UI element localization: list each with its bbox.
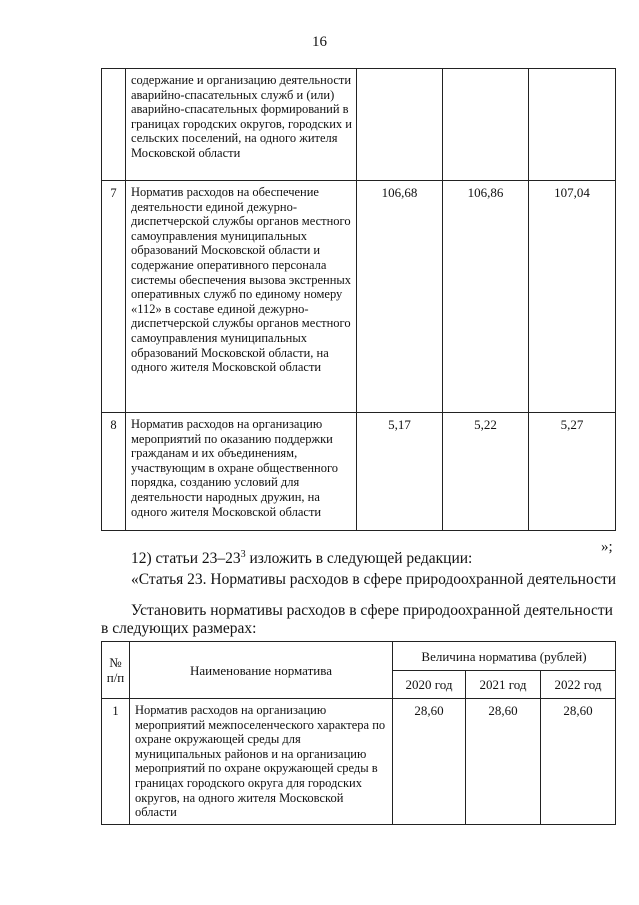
value-2022: 28,60 bbox=[541, 699, 616, 825]
header-name: Наименование норматива bbox=[130, 642, 393, 699]
page-number: 16 bbox=[312, 34, 327, 50]
norm-name: содержание и организацию деятельности аварийно-спасательных служб и (или) аварийно-спасательных формирований в границах городских округов, городских и сельских поселений, на одного жителя Московской области bbox=[126, 69, 357, 181]
value-2020 bbox=[357, 69, 443, 181]
norm-name: Норматив расходов на обеспечение деятельности единой дежурно-диспетчерской службы органов местного самоуправления муниципальных образований Московской области и содержание оперативного персонала системы обеспечения вызова экстренных оперативных служб по единому номеру «112» в составе единой дежурно-диспетчерской службы органов местного самоуправления муниципальных образований Московской области, на одного жителя Московской области bbox=[126, 181, 357, 413]
value-2021 bbox=[443, 69, 529, 181]
value-2022 bbox=[529, 69, 616, 181]
value-2022: 107,04 bbox=[529, 181, 616, 413]
value-2021: 28,60 bbox=[466, 699, 541, 825]
table-row bbox=[102, 699, 616, 825]
table-row bbox=[102, 69, 616, 181]
amendment-item-12 bbox=[131, 549, 472, 568]
header-value-group: Величина норматива (рублей) bbox=[393, 642, 616, 671]
quote-end: »; bbox=[601, 539, 613, 555]
table-row bbox=[102, 181, 616, 413]
row-number: 8 bbox=[102, 413, 126, 531]
header-row bbox=[102, 642, 616, 671]
row-number: 1 bbox=[102, 699, 130, 825]
header-num: № п/п bbox=[102, 642, 130, 699]
paragraph-line-2: в следующих размерах: bbox=[101, 620, 257, 637]
table-row bbox=[102, 413, 616, 531]
row-number: 7 bbox=[102, 181, 126, 413]
value-2020: 5,17 bbox=[357, 413, 443, 531]
value-2021: 5,22 bbox=[443, 413, 529, 531]
row-number bbox=[102, 69, 126, 181]
environmental-norms-table bbox=[101, 641, 616, 825]
paragraph-line-1: Установить нормативы расходов в сфере природоохранной деятельности bbox=[131, 602, 613, 619]
header-year-2022: 2022 год bbox=[541, 671, 616, 699]
value-2022: 5,27 bbox=[529, 413, 616, 531]
value-2021: 106,86 bbox=[443, 181, 529, 413]
header-year-2021: 2021 год bbox=[466, 671, 541, 699]
item12-suffix: изложить в следующей редакции: bbox=[245, 550, 473, 568]
value-2020: 28,60 bbox=[393, 699, 466, 825]
article-title: «Статья 23. Нормативы расходов в сфере природоохранной деятельности bbox=[131, 571, 617, 588]
norms-table-continued bbox=[101, 68, 616, 531]
norm-name: Норматив расходов на организацию мероприятий по оказанию поддержки гражданам и их объединениям, участвующим в охране общественного порядка, созданию условий для деятельности народных дружин, на одного жителя Московской области bbox=[126, 413, 357, 531]
item12-sup: 3 bbox=[240, 549, 246, 560]
header-year-2020: 2020 год bbox=[393, 671, 466, 699]
item12-prefix: 12) статьи 23–23 bbox=[131, 550, 241, 568]
norm-name: Норматив расходов на организацию мероприятий межпоселенческого характера по охране окружающей среды для муниципальных районов и на организацию мероприятий по охране окружающей среды в границах городского округа для городских округов, на одного жителя Московской области bbox=[130, 699, 393, 825]
value-2020: 106,68 bbox=[357, 181, 443, 413]
